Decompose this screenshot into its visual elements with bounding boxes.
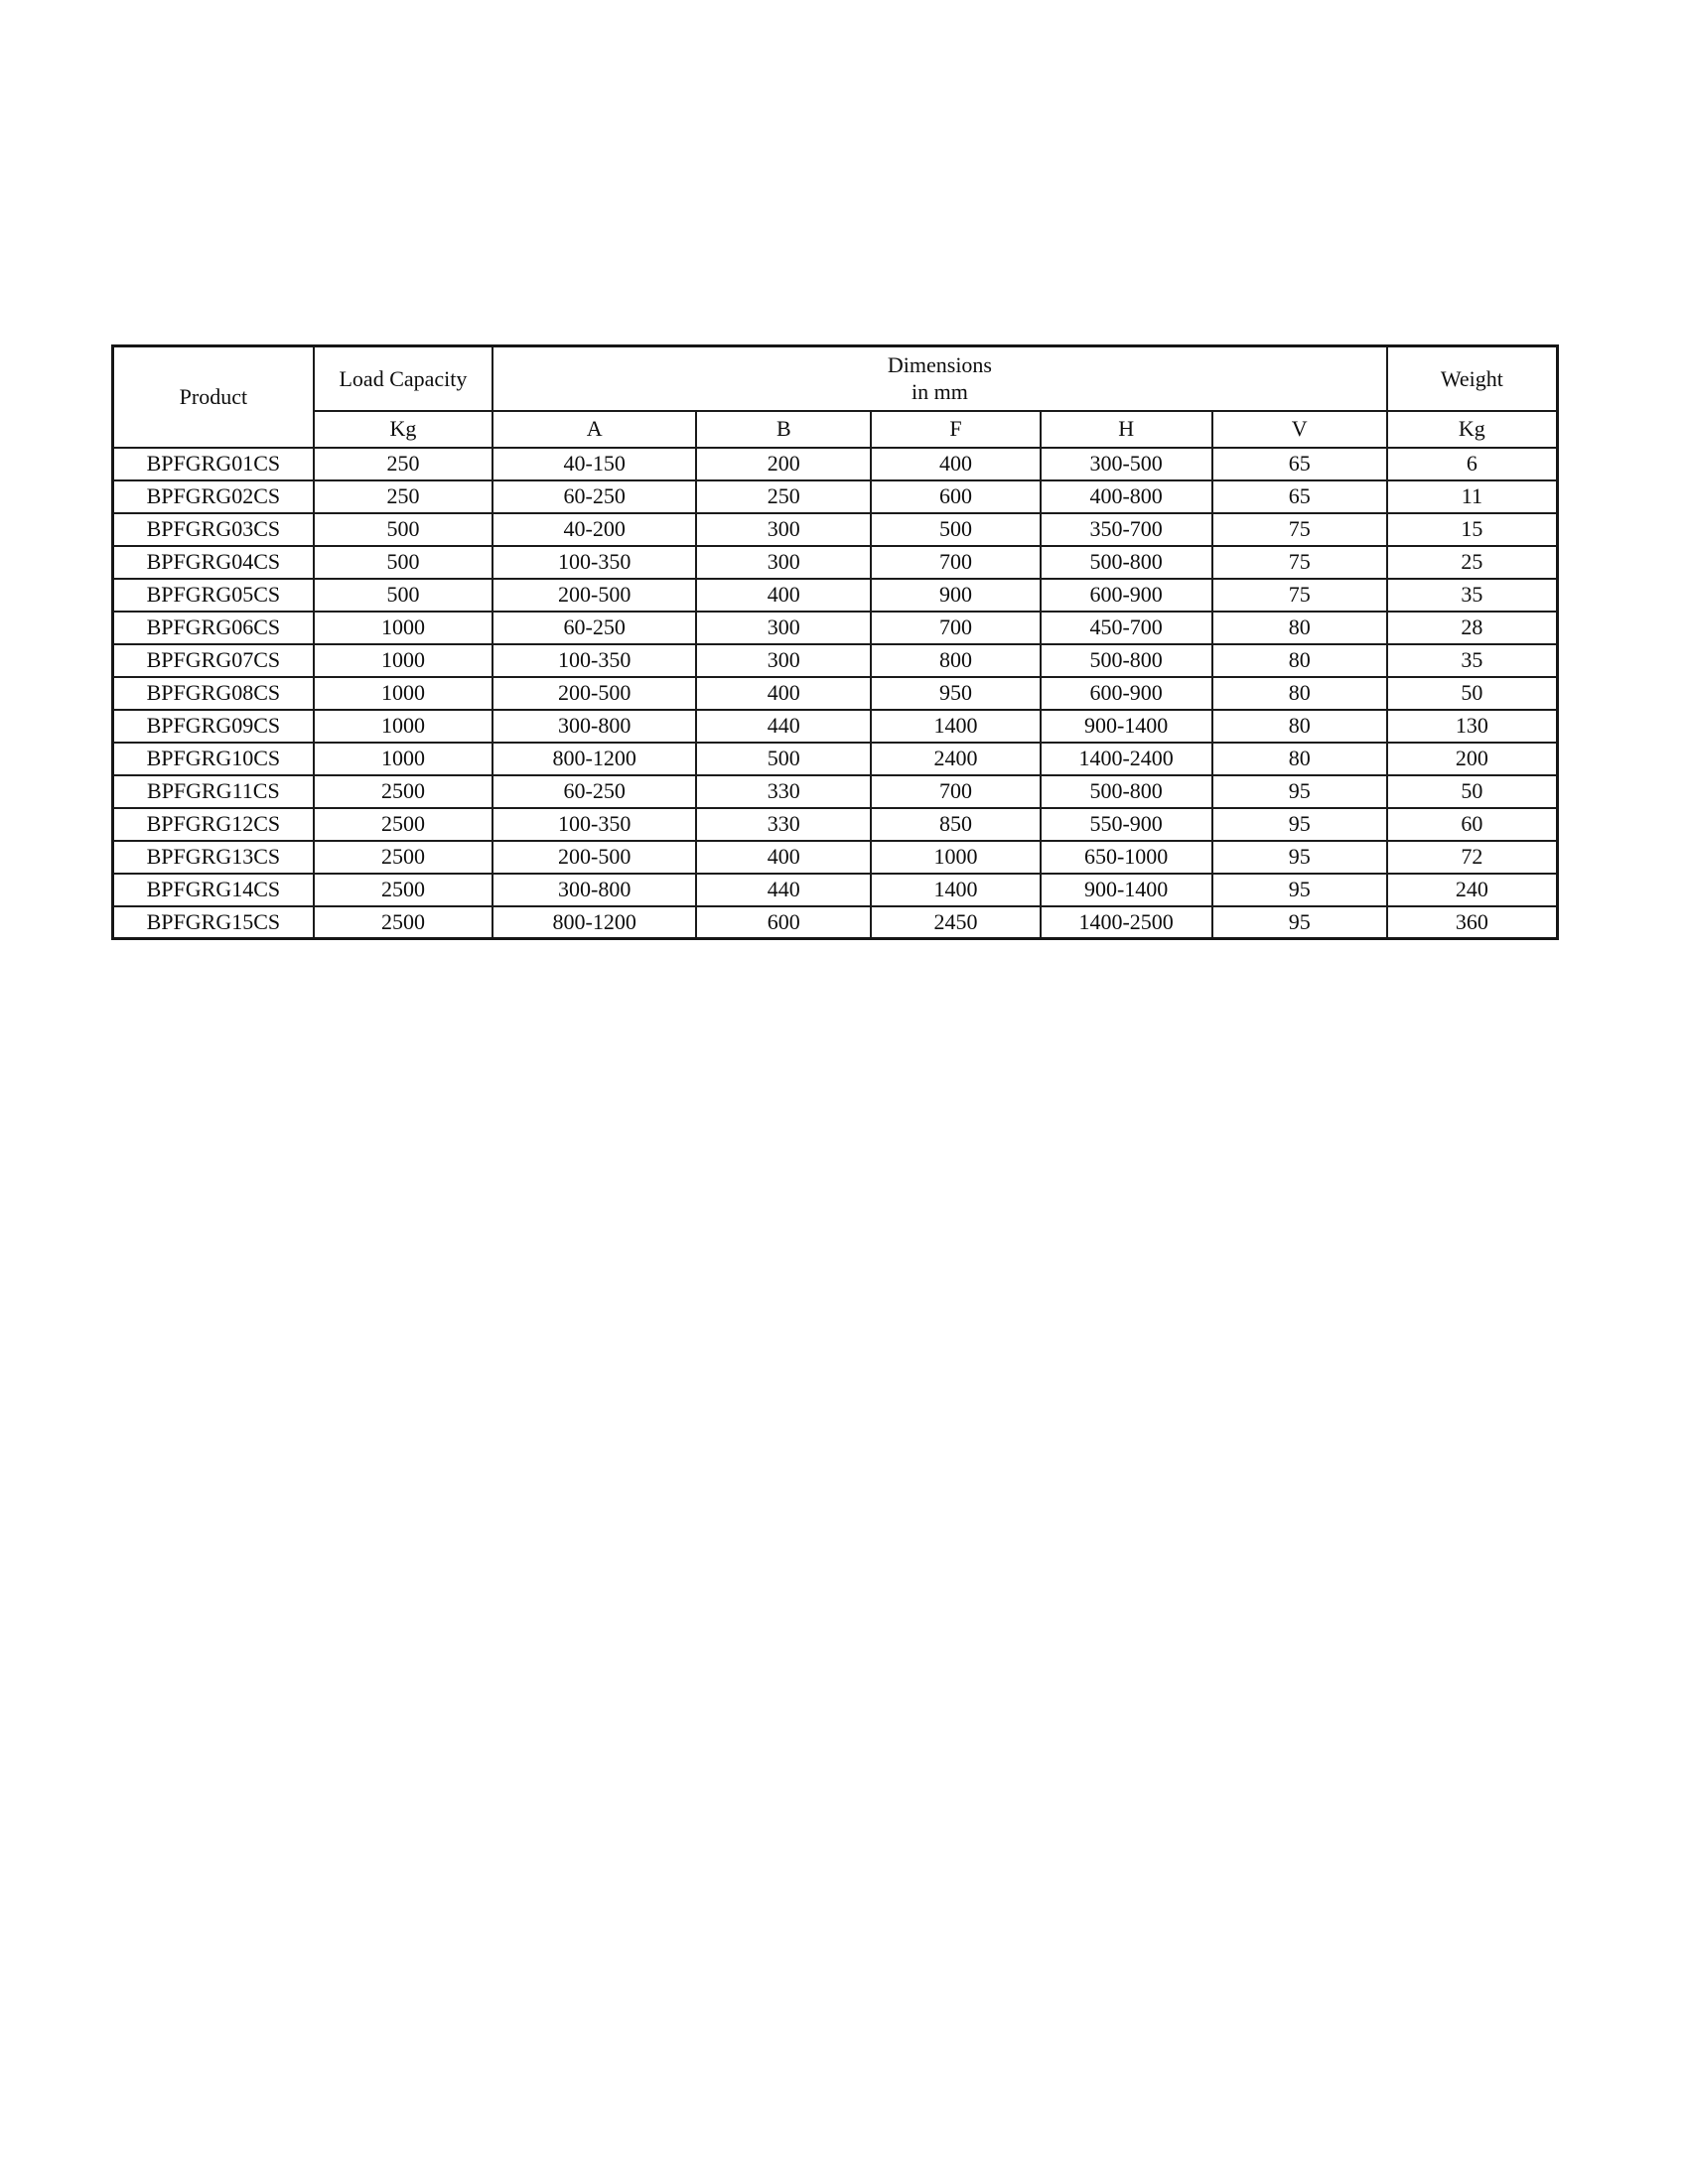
cell-load-capacity: 2500 [314, 808, 492, 841]
cell-dim-f: 400 [871, 448, 1040, 480]
header-dimensions-line1: Dimensions [887, 351, 992, 377]
table-row [113, 874, 1558, 906]
cell-weight: 130 [1387, 710, 1558, 743]
cell-weight: 6 [1387, 448, 1558, 480]
cell-product: BPFGRG09CS [113, 710, 314, 743]
cell-dim-b: 330 [696, 808, 871, 841]
cell-load-capacity: 1000 [314, 644, 492, 677]
cell-dim-a: 300-800 [492, 874, 696, 906]
cell-load-capacity: 1000 [314, 677, 492, 710]
cell-dim-b: 500 [696, 743, 871, 775]
header-dim-b: B [696, 411, 871, 448]
cell-dim-f: 1000 [871, 841, 1040, 874]
cell-dim-a: 300-800 [492, 710, 696, 743]
cell-dim-v: 80 [1212, 743, 1387, 775]
cell-dim-v: 80 [1212, 644, 1387, 677]
table-row [113, 841, 1558, 874]
header-weight-unit: Kg [1387, 411, 1558, 448]
cell-weight: 360 [1387, 906, 1558, 939]
cell-dim-f: 2400 [871, 743, 1040, 775]
table-row [113, 677, 1558, 710]
cell-dim-v: 80 [1212, 612, 1387, 644]
cell-weight: 240 [1387, 874, 1558, 906]
table-row [113, 644, 1558, 677]
cell-dim-v: 65 [1212, 448, 1387, 480]
cell-dim-b: 440 [696, 710, 871, 743]
header-dim-v: V [1212, 411, 1387, 448]
cell-weight: 35 [1387, 579, 1558, 612]
cell-dim-v: 75 [1212, 579, 1387, 612]
cell-weight: 50 [1387, 677, 1558, 710]
cell-product: BPFGRG10CS [113, 743, 314, 775]
table-row [113, 546, 1558, 579]
header-product: Product [113, 346, 314, 448]
table-row [113, 808, 1558, 841]
cell-dim-v: 95 [1212, 841, 1387, 874]
header-dim-f: F [871, 411, 1040, 448]
cell-dim-b: 300 [696, 513, 871, 546]
cell-product: BPFGRG04CS [113, 546, 314, 579]
header-dimensions [492, 346, 1387, 411]
cell-dim-a: 800-1200 [492, 743, 696, 775]
cell-weight: 35 [1387, 644, 1558, 677]
cell-load-capacity: 500 [314, 546, 492, 579]
cell-product: BPFGRG02CS [113, 480, 314, 513]
cell-dim-f: 700 [871, 775, 1040, 808]
cell-dim-h: 450-700 [1041, 612, 1212, 644]
header-weight: Weight [1387, 346, 1558, 411]
cell-weight: 28 [1387, 612, 1558, 644]
product-spec-table [111, 344, 1559, 940]
header-dim-a: A [492, 411, 696, 448]
cell-dim-a: 40-200 [492, 513, 696, 546]
cell-dim-a: 40-150 [492, 448, 696, 480]
table-row [113, 480, 1558, 513]
cell-weight: 11 [1387, 480, 1558, 513]
cell-dim-a: 200-500 [492, 579, 696, 612]
cell-product: BPFGRG12CS [113, 808, 314, 841]
cell-dim-f: 600 [871, 480, 1040, 513]
cell-dim-f: 700 [871, 546, 1040, 579]
header-row-main [113, 346, 1558, 411]
cell-dim-f: 900 [871, 579, 1040, 612]
cell-product: BPFGRG14CS [113, 874, 314, 906]
cell-dim-h: 400-800 [1041, 480, 1212, 513]
header-load-capacity: Load Capacity [314, 346, 492, 411]
cell-dim-h: 550-900 [1041, 808, 1212, 841]
cell-load-capacity: 2500 [314, 775, 492, 808]
cell-dim-v: 80 [1212, 710, 1387, 743]
cell-dim-a: 100-350 [492, 644, 696, 677]
cell-dim-f: 950 [871, 677, 1040, 710]
cell-dim-b: 400 [696, 579, 871, 612]
cell-dim-f: 800 [871, 644, 1040, 677]
table-row [113, 743, 1558, 775]
cell-product: BPFGRG06CS [113, 612, 314, 644]
cell-weight: 25 [1387, 546, 1558, 579]
cell-dim-v: 75 [1212, 546, 1387, 579]
cell-load-capacity: 2500 [314, 906, 492, 939]
cell-dim-b: 600 [696, 906, 871, 939]
cell-product: BPFGRG05CS [113, 579, 314, 612]
cell-dim-b: 250 [696, 480, 871, 513]
header-load-capacity-unit: Kg [314, 411, 492, 448]
cell-dim-b: 300 [696, 546, 871, 579]
table-row [113, 513, 1558, 546]
cell-dim-v: 95 [1212, 775, 1387, 808]
cell-dim-h: 600-900 [1041, 579, 1212, 612]
cell-dim-b: 330 [696, 775, 871, 808]
cell-dim-f: 2450 [871, 906, 1040, 939]
cell-dim-v: 80 [1212, 677, 1387, 710]
cell-weight: 200 [1387, 743, 1558, 775]
header-row-units [113, 411, 1558, 448]
cell-dim-f: 700 [871, 612, 1040, 644]
cell-dim-h: 500-800 [1041, 546, 1212, 579]
cell-dim-h: 1400-2400 [1041, 743, 1212, 775]
cell-weight: 50 [1387, 775, 1558, 808]
cell-dim-a: 100-350 [492, 546, 696, 579]
cell-load-capacity: 1000 [314, 743, 492, 775]
cell-dim-h: 500-800 [1041, 775, 1212, 808]
cell-load-capacity: 2500 [314, 841, 492, 874]
cell-dim-h: 500-800 [1041, 644, 1212, 677]
table-body [113, 448, 1558, 939]
cell-dim-h: 900-1400 [1041, 710, 1212, 743]
cell-dim-b: 200 [696, 448, 871, 480]
cell-product: BPFGRG13CS [113, 841, 314, 874]
cell-dim-h: 1400-2500 [1041, 906, 1212, 939]
cell-dim-a: 60-250 [492, 775, 696, 808]
header-dim-h: H [1041, 411, 1212, 448]
cell-product: BPFGRG11CS [113, 775, 314, 808]
header-dimensions-line2: in mm [912, 379, 968, 405]
cell-dim-a: 200-500 [492, 841, 696, 874]
cell-dim-f: 500 [871, 513, 1040, 546]
cell-load-capacity: 250 [314, 448, 492, 480]
cell-dim-a: 800-1200 [492, 906, 696, 939]
cell-product: BPFGRG15CS [113, 906, 314, 939]
cell-dim-v: 95 [1212, 906, 1387, 939]
cell-dim-b: 400 [696, 841, 871, 874]
table-row [113, 579, 1558, 612]
cell-dim-a: 60-250 [492, 612, 696, 644]
cell-load-capacity: 250 [314, 480, 492, 513]
cell-dim-h: 900-1400 [1041, 874, 1212, 906]
cell-dim-v: 75 [1212, 513, 1387, 546]
cell-weight: 15 [1387, 513, 1558, 546]
cell-dim-v: 65 [1212, 480, 1387, 513]
cell-weight: 72 [1387, 841, 1558, 874]
table-row [113, 448, 1558, 480]
cell-dim-f: 850 [871, 808, 1040, 841]
cell-dim-b: 300 [696, 644, 871, 677]
cell-weight: 60 [1387, 808, 1558, 841]
cell-product: BPFGRG03CS [113, 513, 314, 546]
cell-dim-f: 1400 [871, 874, 1040, 906]
cell-dim-b: 300 [696, 612, 871, 644]
cell-dim-v: 95 [1212, 808, 1387, 841]
cell-load-capacity: 2500 [314, 874, 492, 906]
cell-load-capacity: 1000 [314, 710, 492, 743]
cell-product: BPFGRG01CS [113, 448, 314, 480]
cell-product: BPFGRG08CS [113, 677, 314, 710]
cell-dim-f: 1400 [871, 710, 1040, 743]
cell-dim-a: 60-250 [492, 480, 696, 513]
cell-dim-b: 400 [696, 677, 871, 710]
cell-product: BPFGRG07CS [113, 644, 314, 677]
cell-load-capacity: 500 [314, 579, 492, 612]
cell-dim-b: 440 [696, 874, 871, 906]
cell-dim-h: 600-900 [1041, 677, 1212, 710]
table-row [113, 710, 1558, 743]
cell-dim-v: 95 [1212, 874, 1387, 906]
cell-dim-h: 350-700 [1041, 513, 1212, 546]
cell-dim-h: 300-500 [1041, 448, 1212, 480]
cell-load-capacity: 500 [314, 513, 492, 546]
cell-dim-a: 100-350 [492, 808, 696, 841]
cell-dim-h: 650-1000 [1041, 841, 1212, 874]
cell-load-capacity: 1000 [314, 612, 492, 644]
table-row [113, 775, 1558, 808]
table-row [113, 906, 1558, 939]
cell-dim-a: 200-500 [492, 677, 696, 710]
table-row [113, 612, 1558, 644]
